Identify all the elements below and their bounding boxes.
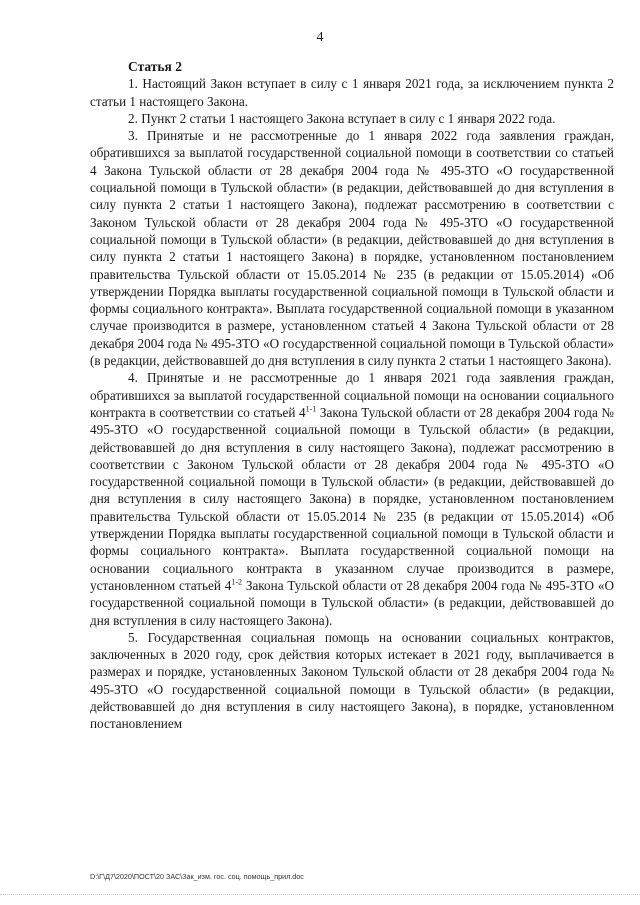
scan-edge-line [0, 894, 640, 896]
article-heading: Статья 2 [128, 59, 182, 74]
page-number: 4 [316, 30, 324, 45]
superscript-1-1: 1-1 [305, 404, 317, 414]
paragraph-3: 3. Принятые и не рассмотренные до 1 января 2022 года заявления граждан, обратившихся за выплатой государственной социальной помощи в соответствии со статьей 4 Закона Тульской области от 28 декабря 2004 года № 495-ЗТО «О государственной социальной помощи в Тульской области» (в редакции, действовавшей до дня вступления в силу пункта 2 статьи 1 настоящего Закона), подлежат рассмотрению в соответствии с Законом Тульской области от 28 декабря 2004 года № 495-ЗТО «О государственной социальной помощи в Тульской области» (в редакции, действовавшей до дня вступления в силу пункта 2 статьи 1 настоящего Закона) в порядке, установленном постановлением правительства Тульской области от 15.05.2014 № 235 (в редакции от 15.05.2014) «Об утверждении Порядка выплаты государственной социальной помощи в Тульской области и формы социального контракта». Выплата государственной социальной помощи в указанном случае производится в размере, установленном статьей 4 Закона Тульской области от 28 декабря 2004 года № 495-ЗТО «О государственной социальной помощи в Тульской области» (в редакции, действовавшей до дня вступления в силу пункта 2 статьи 1 настоящего Закона). [90, 128, 614, 369]
superscript-1-2: 1-2 [231, 577, 243, 587]
paragraph-4-part-2: Закона Тульской области от 28 декабря 2004 года № 495-ЗТО «О государственной социальной помощи в Тульской области» (в редакции, действовавшей до дня вступления в силу настоящего Закона), подлежат рассмотрению в соответствии с Законом Тульской области от 28 декабря 2004 года № 495-ЗТО «О государственной социальной помощи в Тульской области» (в редакции, действовавшей до дня вступления в силу настоящего Закона) в порядке, установленном постановлением правительства Тульской области от 15.05.2014 № 235 (в редакции от 15.05.2014) «Об утверждении Порядка выплаты государственной социальной помощи в Тульской области и формы социального контракта». Выплата государственной социальной помощи на основании социального контракта в указанном случае производится в размере, установленном статьей 4 [90, 404, 614, 593]
document-body [90, 58, 614, 733]
paragraph-4-part-1: 4. Принятые и не рассмотренные до 1 января 2021 года заявления граждан, обратившихся за выплатой государственной социальной помощи на основании социального контракта в соответствии со статьей 4 [90, 370, 614, 420]
footer-file-path: D:\Г\Д7\2020\ПОСТ\20 ЗАС\Зак_изм. гос. соц. помощь_прил.doc [90, 872, 304, 881]
paragraph-4-part-3: Закона Тульской области от 28 декабря 2004 года № 495-ЗТО «О государственной социальной помощи в Тульской области» (в редакции, действовавшей до дня вступления в силу настоящего Закона). [90, 577, 614, 628]
paragraph-4 [90, 369, 614, 628]
paragraph-1: 1. Настоящий Закон вступает в силу с 1 января 2021 года, за исключением пункта 2 статьи 1 настоящего Закона. [90, 76, 614, 109]
paragraph-5: 5. Государственная социальная помощь на основании социальных контрактов, заключенных в 2020 году, срок действия которых истекает в 2021 году, выплачивается в размерах и порядке, установленных Законом Тульской области от 28 декабря 2004 года № 495-ЗТО «О государственной социальной помощи в Тульской области» (в редакции, действовавшей до дня вступления в силу настоящего Закона), в порядке, установленном постановлением [90, 629, 614, 732]
paragraph-2: 2. Пункт 2 статьи 1 настоящего Закона вступает в силу с 1 января 2022 года. [128, 110, 556, 126]
